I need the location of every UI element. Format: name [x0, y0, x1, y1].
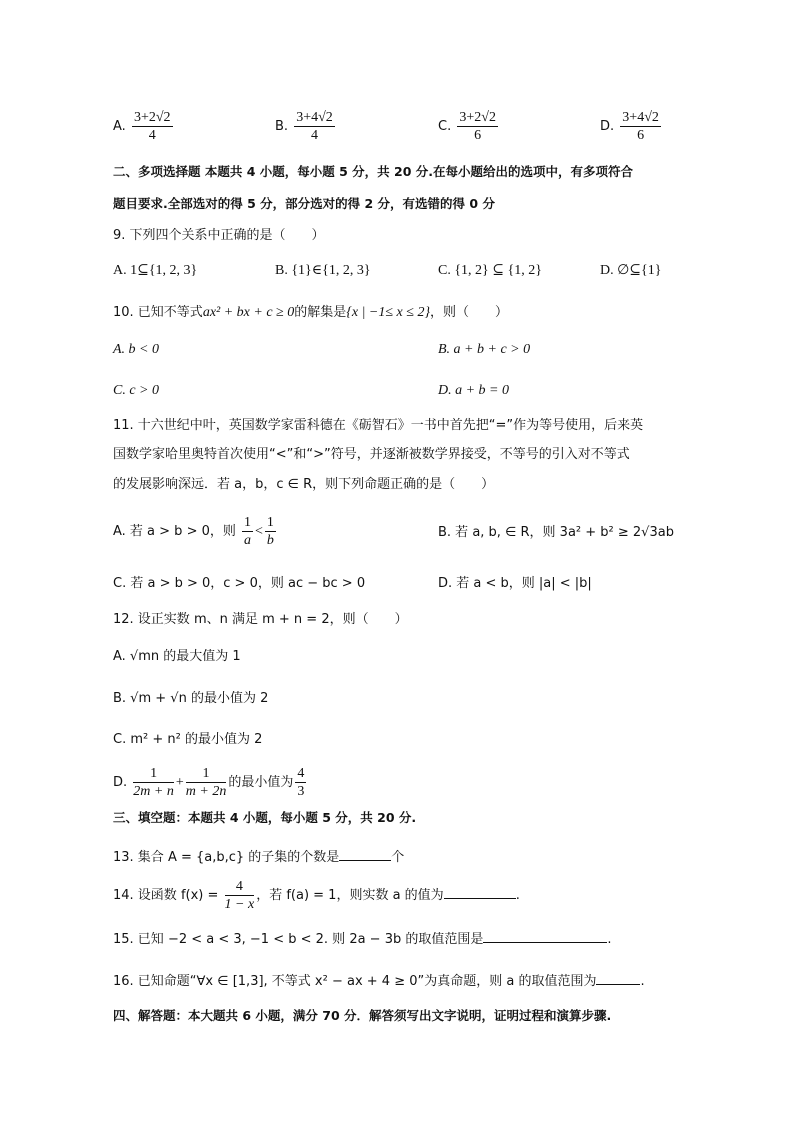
q11-option-b: B. 若 a, b, ∈ R，则 3a² + b² ≥ 2√3ab: [438, 525, 674, 540]
q8-option-a: [113, 109, 175, 144]
q14-fraction: [225, 878, 255, 913]
denominator: a: [244, 533, 252, 548]
q12-stem: 12. 设正实数 m、n 满足 m + n = 2，则（ ）: [113, 612, 408, 627]
option-label: A.: [113, 119, 126, 134]
q10-stem: [113, 304, 508, 322]
q14-answer-blank: [444, 884, 516, 899]
q8-option-d: [600, 109, 663, 144]
q11-option-a-fraction-2: [265, 514, 276, 549]
q10-option-b: B. a + b + c > 0: [438, 342, 531, 357]
q10-solution-set: {x | −1≤ x ≤ 2}: [346, 305, 431, 320]
option-label: C.: [438, 119, 452, 134]
q8-option-c: [438, 109, 500, 144]
section-2-heading-line2: 题目要求.全部选对的得 5 分，部分选对的得 2 分，有选错的得 0 分: [113, 196, 495, 211]
denominator: 4: [311, 128, 318, 143]
q8-option-b-fraction: [294, 109, 335, 144]
q9-option-a: A. 1⊆{1, 2, 3}: [113, 263, 198, 278]
q13: [113, 846, 404, 867]
numerator: 3+2√2: [459, 110, 496, 125]
q15: [113, 928, 612, 949]
q13-answer-blank: [339, 846, 391, 861]
q10-stem-text: ，则（ ）: [430, 305, 509, 320]
q11-line2: 国数学家哈里奥特首次使用“<”和“>”符号，并逐渐被数学界接受，不等号的引入对不等式: [113, 447, 630, 462]
q11-option-c: C. 若 a > b > 0，c > 0，则 ac − bc > 0: [113, 576, 366, 591]
denominator: 4: [148, 128, 156, 143]
q10-option-a: A. b < 0: [113, 342, 159, 357]
numerator: 4: [297, 766, 305, 781]
q8-option-d-fraction: [620, 109, 661, 144]
q8-option-a-fraction: [132, 109, 173, 144]
denominator: 1 − x: [224, 897, 255, 912]
q8-option-b: [275, 109, 337, 144]
q15-text-end: .: [607, 932, 612, 947]
q15-text: 15. 已知 −2 < a < 3, −1 < b < 2. 则 2a − 3b 的取值范围是: [113, 932, 484, 947]
denominator: m + 2n: [185, 784, 227, 799]
section-2-heading-line1: 二、多项选择题 本题共 4 小题，每小题 5 分，共 20 分.在每小题给出的选项中，有多项符合: [113, 164, 634, 179]
section-4-heading: 四、解答题：本大题共 6 小题，满分 70 分．解答须写出文字说明，证明过程和演算步骤.: [113, 1008, 612, 1023]
option-label: B.: [275, 119, 289, 134]
q10-option-d: D. a + b = 0: [438, 383, 510, 398]
numerator: 3+2√2: [133, 110, 171, 125]
numerator: 1: [266, 515, 274, 530]
plus-sign: +: [175, 775, 184, 790]
q12-option-d-fraction-3: [295, 765, 306, 800]
q14-text: 14. 设函数 f(x) =: [113, 888, 219, 903]
q10-stem-text: 10. 已知不等式: [113, 305, 203, 320]
q11-option-a-text: A. 若 a > b > 0，则: [113, 524, 236, 539]
q10-stem-text: 的解集是: [294, 305, 347, 320]
q13-text-end: 个: [391, 850, 405, 865]
q12-option-d: [113, 765, 308, 800]
q16-text: 16. 已知命题“∀x ∈ [1,3], 不等式 x² − ax + 4 ≥ 0”为真命题，则 a 的取值范围为: [113, 974, 597, 989]
q13-text: 13. 集合 A = {a,b,c} 的子集的个数是: [113, 850, 340, 865]
q10-inequality: ax² + bx + c ≥ 0: [202, 305, 295, 320]
q9-option-b: B. {1}∈{1, 2, 3}: [275, 263, 371, 278]
q9-option-c: C. {1, 2} ⊆ {1, 2}: [438, 263, 542, 278]
denominator: 3: [297, 784, 305, 799]
q14: [113, 878, 520, 913]
q12-option-c: C. m² + n² 的最小值为 2: [113, 732, 263, 747]
q11-line1: 11. 十六世纪中叶，英国数学家雷科德在《砺智石》一书中首先把“=”作为等号使用，后来英: [113, 418, 644, 433]
q12-option-a: A. √mn 的最大值为 1: [113, 649, 241, 664]
q12-option-b: B. √m + √n 的最小值为 2: [113, 691, 269, 706]
q9-stem: 9. 下列四个关系中正确的是（ ）: [113, 228, 325, 243]
denominator: 6: [474, 128, 482, 143]
q11-option-a-fraction-1: [242, 514, 253, 549]
section-3-heading: 三、填空题：本题共 4 小题，每小题 5 分，共 20 分.: [113, 810, 417, 825]
denominator: 6: [637, 128, 645, 143]
numerator: 1: [186, 765, 227, 783]
q10-option-c: C. c > 0: [113, 383, 159, 398]
numerator: 1: [133, 765, 174, 783]
numerator: 4: [225, 878, 255, 896]
q9-option-d: D. ∅⊆{1}: [600, 263, 662, 278]
option-label: D.: [600, 119, 615, 134]
less-than-sign: <: [255, 524, 263, 539]
q14-text-mid: ，若 f(a) = 1，则实数 a 的值为: [256, 888, 444, 903]
option-label: D.: [113, 775, 128, 790]
q16: [113, 970, 645, 991]
q12-option-d-fraction-2: [186, 765, 227, 800]
q11-option-d: D. 若 a < b，则 |a| < |b|: [438, 576, 592, 591]
q14-text-end: .: [515, 888, 520, 903]
q8-option-c-fraction: [457, 109, 498, 144]
q15-answer-blank: [483, 928, 607, 943]
numerator: 3+4√2: [296, 110, 333, 125]
q16-answer-blank: [596, 970, 640, 985]
numerator: 3+4√2: [622, 110, 659, 125]
q12-option-d-fraction-1: [133, 765, 174, 800]
q12-option-d-text: 的最小值为: [228, 775, 294, 790]
denominator: 2m + n: [133, 784, 174, 799]
denominator: b: [266, 533, 274, 548]
q11-option-a: [113, 514, 278, 549]
q11-line3: 的发展影响深远．若 a，b，c ∈ R，则下列命题正确的是（ ）: [113, 477, 495, 492]
numerator: 1: [244, 515, 252, 530]
q16-text-end: .: [640, 974, 645, 989]
